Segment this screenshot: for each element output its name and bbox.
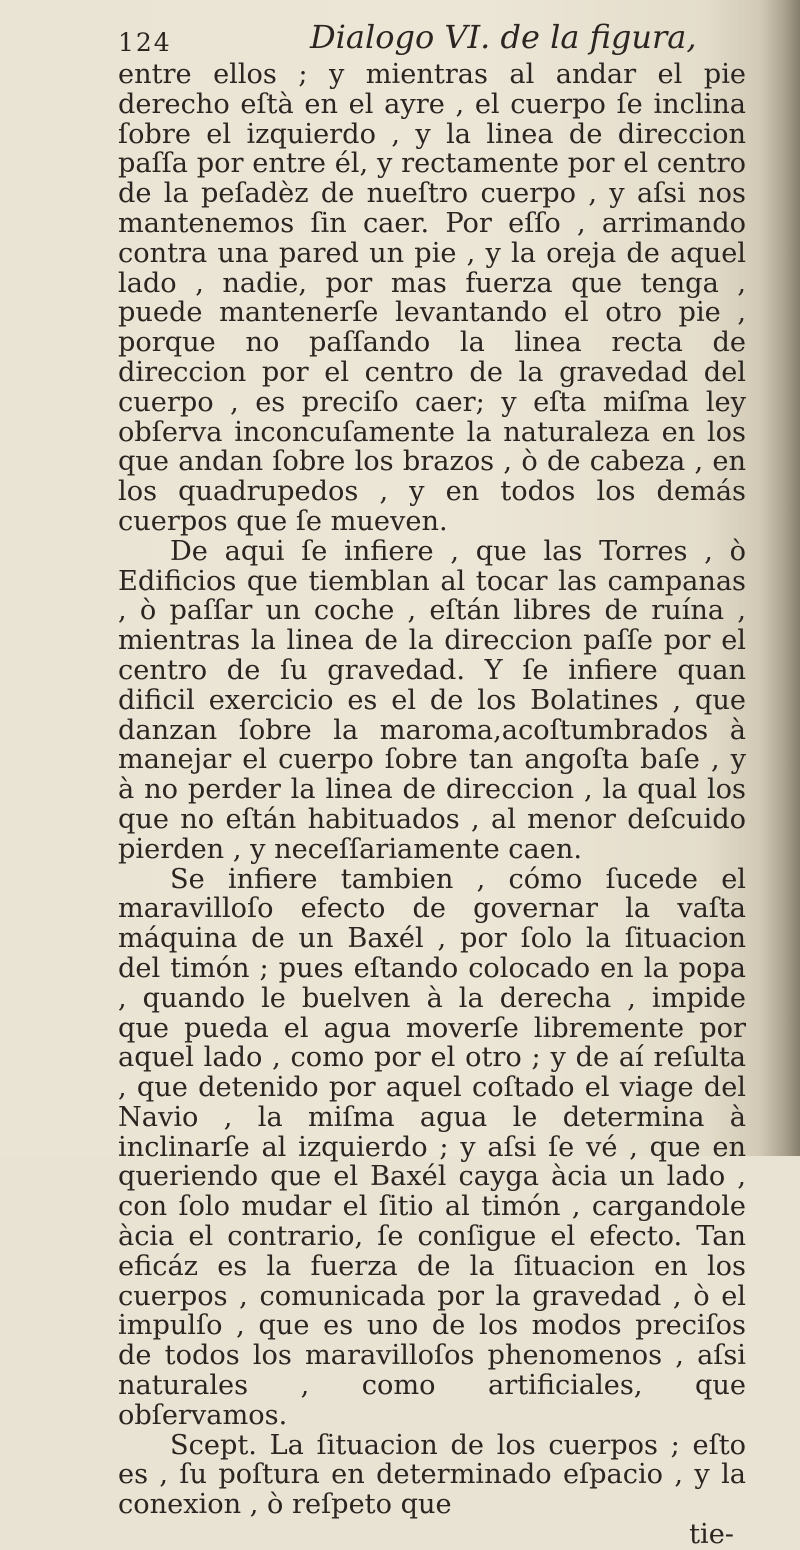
running-title: Dialogo VI. de la figura,: [310, 18, 697, 56]
paragraph-1: entre ellos ; y mientras al andar el pie derecho eſtà en el ayre , el cuerpo ſe inclina ſobre el izquierdo , y la linea de direccion paſſa por entre él, y rectamente por el centro de la peſadèz de nueſtro cuerpo , y aſsi nos mantenemos ſin caer. Por eſſo , arrimando contra una pared un pie , y la oreja de aquel lado , nadie, por mas fuerza que tenga , puede mantenerſe levantando el otro pie , porque no paſſando la linea recta de direccion por el centro de la gravedad del cuerpo , es preciſo caer; y eſta miſma ley obſerva inconcuſamente la naturaleza en los que andan ſobre los brazos , ò de cabeza , en los quadrupedos , y en todos los demás cuerpos que ſe mueven.: [118, 59, 746, 537]
paragraph-3: Se infiere tambien , cómo ſucede el maravilloſo efecto de governar la vaſta máquina de un Baxél , por ſolo la ſituacion del timón ; pues eſtando colocado en la popa , quando le buelven à la derecha , impide que pueda el agua moverſe libremente por aquel lado , como por el otro ; y de aí reſulta , que detenido por aquel coſtado el viage del Navio , la miſma agua le determina à inclinarſe al izquierdo ; y aſsi ſe vé , que en queriendo que el Baxél cayga àcia un lado , con ſolo mudar el ſitio al timón , cargandole àcia el contrario, ſe conſigue el efecto. Tan eficáz es la fuerza de la ſituacion en los cuerpos , comunicada por la gravedad , ò el impulſo , que es uno de los modos preciſos de todos los maravilloſos phenomenos , aſsi naturales , como artificiales, que obſervamos.: [118, 863, 746, 1431]
page-header: [118, 14, 738, 64]
body-text: [118, 60, 746, 1550]
catchword: tie-: [689, 1519, 734, 1550]
paragraph-4: Scept. La ſituacion de los cuerpos ; eſto es , ſu poſtura en determinado eſpacio , y la conexion , ò reſpeto que: [118, 1429, 746, 1521]
page-edge-shadow: [760, 0, 800, 1156]
page-number: 124: [118, 28, 172, 57]
paragraph-2: De aqui ſe infiere , que las Torres , ò Edificios que tiemblan al tocar las campanas , ò paſſar un coche , eſtán libres de ruína , mientras la linea de la direccion paſſe por el centro de ſu gravedad. Y ſe infiere quan dificil exercicio es el de los Bolatines , que danzan ſobre la maroma,acoſtumbrados à manejar el cuerpo ſobre tan angoſta baſe , y à no perder la linea de direccion , la qual los que no eſtán habituados , al menor deſcuido pierden , y neceſſariamente caen.: [118, 535, 746, 865]
